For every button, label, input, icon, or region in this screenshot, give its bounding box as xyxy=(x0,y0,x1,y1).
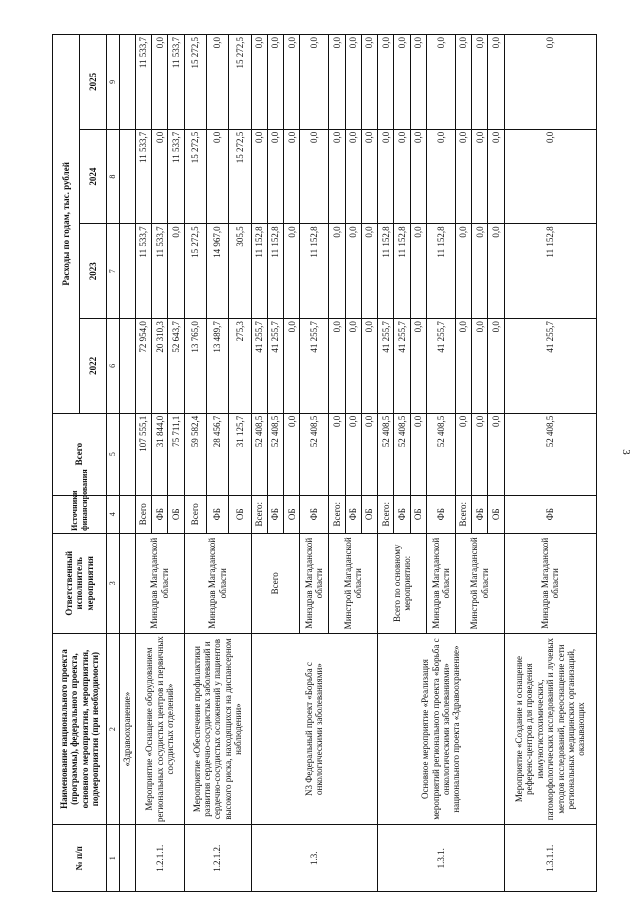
row-number: 1.2.1.1. xyxy=(135,825,184,892)
value-cell: 0,0 xyxy=(361,129,377,224)
value-cell: 0,0 xyxy=(152,35,168,130)
value-cell: 0,0 xyxy=(361,413,377,495)
value-cell: 0,0 xyxy=(329,129,345,224)
table-row xyxy=(504,35,596,892)
empty-cell xyxy=(119,129,135,224)
value-cell: 0,0 xyxy=(300,129,329,224)
value-cell: 0,0 xyxy=(361,224,377,319)
value-cell: 41 255,7 xyxy=(394,319,410,414)
table-row xyxy=(251,35,267,892)
value-cell: 0,0 xyxy=(361,35,377,130)
row-number: 1.3. xyxy=(251,825,378,892)
row-number: 1.3.1.1. xyxy=(504,825,596,892)
empty-cell xyxy=(119,35,135,130)
index-cell: 5 xyxy=(107,413,119,495)
empty-cell xyxy=(119,319,135,414)
row-responsible-minzdrav: Минздрав Магаданской области xyxy=(426,533,455,633)
value-cell: 11 533,7 xyxy=(135,224,151,319)
source-cell: ОБ xyxy=(168,495,184,533)
source-cell: ФБ xyxy=(267,495,283,533)
value-cell: 0,0 xyxy=(472,129,488,224)
value-cell: 41 255,7 xyxy=(378,319,394,414)
row-responsible-total: Всего по основному мероприятию: xyxy=(378,533,427,633)
value-cell: 0,0 xyxy=(378,35,394,130)
row-responsible: Минздрав Магаданской области xyxy=(135,533,184,633)
value-cell: 0,0 xyxy=(206,35,228,130)
empty-cell xyxy=(119,825,135,892)
value-cell: 0,0 xyxy=(472,319,488,414)
value-cell: 0,0 xyxy=(488,129,504,224)
value-cell: 52 643,7 xyxy=(168,319,184,414)
row-responsible: Минздрав Магаданской области xyxy=(184,533,251,633)
value-cell: 11 533,7 xyxy=(135,35,151,130)
value-cell: 0,0 xyxy=(267,129,283,224)
value-cell: 0,0 xyxy=(455,319,471,414)
value-cell: 15 272,5 xyxy=(184,35,206,130)
value-cell: 11 533,7 xyxy=(152,224,168,319)
value-cell: 52 408,5 xyxy=(378,413,394,495)
index-cell: 1 xyxy=(107,825,119,892)
value-cell: 0,0 xyxy=(300,35,329,130)
value-cell: 0,0 xyxy=(504,35,596,130)
value-cell: 0,0 xyxy=(329,35,345,130)
row-name: N3 Федеральный проект «Борьба с онкологическими заболеваниями» xyxy=(251,633,378,825)
empty-cell xyxy=(119,413,135,495)
header-responsible: Ответственный исполнитель мероприятия xyxy=(53,533,107,633)
value-cell: 0,0 xyxy=(284,413,300,495)
value-cell: 15 272,5 xyxy=(184,224,206,319)
header-2022: 2022 xyxy=(80,319,107,414)
row-name: Мероприятие «Создание и оснащение референс-центров для проведения иммуногистохимических, патоморфологических исследований и лучевых методов исследований, переоснащение сети региональных медицинских организаций, оказывающих xyxy=(504,633,596,825)
value-cell: 41 255,7 xyxy=(267,319,283,414)
row-responsible-minstroy: Минстрой Магаданской области xyxy=(455,533,504,633)
value-cell: 28 456,7 xyxy=(206,413,228,495)
value-cell: 15 272,5 xyxy=(229,35,251,130)
table-body xyxy=(53,35,597,892)
row-number: 1.2.1.2. xyxy=(184,825,251,892)
row-name: Мероприятие «Оснащение оборудованием региональных сосудистых центров и первичных сосудистых отделений» xyxy=(135,633,184,825)
source-cell: ОБ xyxy=(488,495,504,533)
value-cell: 0,0 xyxy=(168,224,184,319)
value-cell: 52 408,5 xyxy=(251,413,267,495)
value-cell: 0,0 xyxy=(426,35,455,130)
index-cell: 4 xyxy=(107,495,119,533)
header-years-group: Расходы по годам, тыс. рублей xyxy=(53,35,80,414)
value-cell: 11 152,8 xyxy=(426,224,455,319)
index-cell: 9 xyxy=(107,35,119,130)
empty-cell xyxy=(119,224,135,319)
source-cell: ФБ xyxy=(345,495,361,533)
source-cell: ФБ xyxy=(300,495,329,533)
header-num: № п/п xyxy=(53,825,107,892)
row-responsible-minzdrav: Минздрав Магаданской области xyxy=(300,533,329,633)
value-cell: 41 255,7 xyxy=(426,319,455,414)
value-cell: 0,0 xyxy=(284,224,300,319)
index-cell: 3 xyxy=(107,533,119,633)
value-cell: 0,0 xyxy=(410,224,426,319)
source-cell: Всего: xyxy=(251,495,267,533)
value-cell: 0,0 xyxy=(504,129,596,224)
source-cell: ФБ xyxy=(504,495,596,533)
value-cell: 0,0 xyxy=(394,129,410,224)
value-cell: 0,0 xyxy=(394,35,410,130)
value-cell: 11 152,8 xyxy=(378,224,394,319)
value-cell: 0,0 xyxy=(410,129,426,224)
value-cell: 0,0 xyxy=(206,129,228,224)
value-cell: 13 765,0 xyxy=(184,319,206,414)
value-cell: 13 489,7 xyxy=(206,319,228,414)
source-cell: Всего: xyxy=(378,495,394,533)
source-cell: ФБ xyxy=(394,495,410,533)
rotated-page xyxy=(52,34,597,892)
value-cell: 20 310,3 xyxy=(152,319,168,414)
table-row xyxy=(184,35,206,892)
index-cell: 7 xyxy=(107,224,119,319)
table-row xyxy=(135,35,151,892)
value-cell: 0,0 xyxy=(488,35,504,130)
value-cell: 0,0 xyxy=(472,35,488,130)
value-cell: 107 555,1 xyxy=(135,413,151,495)
index-cell: 2 xyxy=(107,633,119,825)
row-responsible: Минздрав Магаданской области xyxy=(504,533,596,633)
value-cell: 0,0 xyxy=(345,413,361,495)
source-cell: ФБ xyxy=(152,495,168,533)
value-cell: 305,5 xyxy=(229,224,251,319)
value-cell: 0,0 xyxy=(152,129,168,224)
value-cell: 52 408,5 xyxy=(426,413,455,495)
zdrav-continuation-row xyxy=(119,35,135,892)
value-cell: 0,0 xyxy=(267,35,283,130)
value-cell: 0,0 xyxy=(329,413,345,495)
value-cell: 0,0 xyxy=(251,129,267,224)
row-number: 1.3.1. xyxy=(378,825,505,892)
value-cell: 41 255,7 xyxy=(504,319,596,414)
value-cell: 0,0 xyxy=(329,319,345,414)
source-cell: ОБ xyxy=(284,495,300,533)
row-responsible-minstroy: Минстрой Магаданской области xyxy=(329,533,378,633)
value-cell: 0,0 xyxy=(284,129,300,224)
value-cell: 11 152,8 xyxy=(394,224,410,319)
value-cell: 72 954,0 xyxy=(135,319,151,414)
value-cell: 14 967,0 xyxy=(206,224,228,319)
value-cell: 41 255,7 xyxy=(300,319,329,414)
value-cell: 11 152,8 xyxy=(267,224,283,319)
source-cell: ОБ xyxy=(361,495,377,533)
value-cell: 0,0 xyxy=(329,224,345,319)
source-cell: ФБ xyxy=(206,495,228,533)
value-cell: 0,0 xyxy=(345,35,361,130)
source-cell: Всего xyxy=(135,495,151,533)
source-cell: ОБ xyxy=(229,495,251,533)
source-cell: ОБ xyxy=(410,495,426,533)
value-cell: 0,0 xyxy=(455,35,471,130)
page-number: 3 xyxy=(619,449,632,455)
value-cell: 0,0 xyxy=(488,413,504,495)
value-cell: 0,0 xyxy=(345,319,361,414)
value-cell: 0,0 xyxy=(361,319,377,414)
value-cell: 75 711,1 xyxy=(168,413,184,495)
header-total: Всего xyxy=(53,413,107,495)
value-cell: 52 408,5 xyxy=(300,413,329,495)
source-cell: Всего: xyxy=(455,495,471,533)
value-cell: 0,0 xyxy=(488,319,504,414)
value-cell: 0,0 xyxy=(455,224,471,319)
value-cell: 0,0 xyxy=(455,413,471,495)
value-cell: 0,0 xyxy=(488,224,504,319)
value-cell: 31 125,7 xyxy=(229,413,251,495)
row-responsible-total: Всего xyxy=(251,533,300,633)
empty-cell xyxy=(119,495,135,533)
value-cell: 15 272,5 xyxy=(229,129,251,224)
value-cell: 59 582,4 xyxy=(184,413,206,495)
value-cell: 0,0 xyxy=(284,35,300,130)
value-cell: 11 152,8 xyxy=(251,224,267,319)
source-cell: Всего xyxy=(184,495,206,533)
value-cell: 0,0 xyxy=(378,129,394,224)
value-cell: 0,0 xyxy=(345,224,361,319)
source-cell: Всего: xyxy=(329,495,345,533)
value-cell: 11 533,7 xyxy=(168,35,184,130)
source-cell: ФБ xyxy=(426,495,455,533)
value-cell: 0,0 xyxy=(472,224,488,319)
header-2024: 2024 xyxy=(80,129,107,224)
header-name: Наименование национального проекта (программы), федерального проекта, основного мероприятия, мероприятия, подмероприятия (при необходимости) xyxy=(53,633,107,825)
value-cell: 0,0 xyxy=(410,319,426,414)
value-cell: 0,0 xyxy=(455,129,471,224)
index-row xyxy=(107,35,119,892)
index-cell: 6 xyxy=(107,319,119,414)
source-cell: ФБ xyxy=(472,495,488,533)
value-cell: 15 272,5 xyxy=(184,129,206,224)
value-cell: 0,0 xyxy=(472,413,488,495)
value-cell: 52 408,5 xyxy=(504,413,596,495)
header-row xyxy=(53,35,80,892)
header-2025: 2025 xyxy=(80,35,107,130)
value-cell: 11 533,7 xyxy=(168,129,184,224)
value-cell: 0,0 xyxy=(426,129,455,224)
row-name: Мероприятие «Обеспечение профилактики развития сердечно-сосудистых заболеваний и сердечно-сосудистых осложнений у пациентов высокого риска, находящихся на диспансерном наблюдении» xyxy=(184,633,251,825)
row-name: Основное мероприятие «Реализация мероприятий регионального проекта «Борьба с онкологическими заболеваниями» национального проекта «Здравоохранение» xyxy=(378,633,505,825)
table-row xyxy=(378,35,394,892)
value-cell: 52 408,5 xyxy=(267,413,283,495)
empty-cell xyxy=(119,533,135,633)
index-cell: 8 xyxy=(107,129,119,224)
value-cell: 11 152,8 xyxy=(300,224,329,319)
value-cell: 0,0 xyxy=(284,319,300,414)
budget-table xyxy=(52,34,597,892)
value-cell: 275,3 xyxy=(229,319,251,414)
budget-table-wrapper xyxy=(52,34,597,892)
value-cell: 0,0 xyxy=(410,413,426,495)
value-cell: 0,0 xyxy=(251,35,267,130)
header-source: Источники финансирования xyxy=(53,495,107,533)
value-cell: 0,0 xyxy=(345,129,361,224)
value-cell: 11 152,8 xyxy=(504,224,596,319)
value-cell: 41 255,7 xyxy=(251,319,267,414)
zdrav-label: «Здравоохранение» xyxy=(119,633,135,825)
header-2023: 2023 xyxy=(80,224,107,319)
value-cell: 0,0 xyxy=(410,35,426,130)
value-cell: 52 408,5 xyxy=(394,413,410,495)
value-cell: 31 844,0 xyxy=(152,413,168,495)
value-cell: 11 533,7 xyxy=(135,129,151,224)
